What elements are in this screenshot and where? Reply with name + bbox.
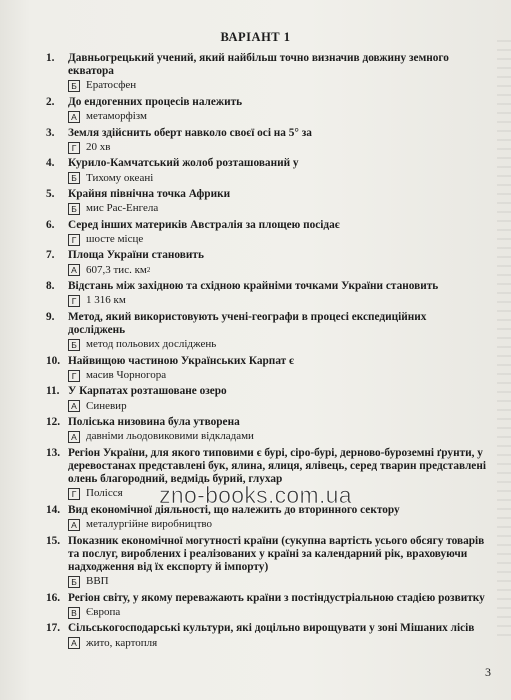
question-item [46,355,486,383]
answer-letter-box: Г [68,370,80,382]
question-text: Серед інших материків Австралія за площею посідає [68,218,340,231]
answer-row [68,141,486,155]
question-row [46,355,486,368]
question-number: 11. [46,385,60,398]
question-text: Земля здійснить оберт навколо своєї осі на 5° за [68,126,312,139]
question-number: 2. [46,95,55,108]
question-number: 4. [46,157,55,170]
answer-text: Полісся [86,487,123,500]
answer-letter-box: Г [68,488,80,500]
answer-text: масив Чорногора [86,368,167,381]
answer-letter-box: А [68,519,80,531]
question-text: Сільськогосподарські культури, які доцільно вирощувати у зоні Мішаних лісів [68,622,475,635]
question-row [46,447,486,487]
answer-letter-box: Б [68,172,80,184]
question-item [46,311,486,352]
question-item [46,416,486,444]
answer-row [68,400,486,414]
question-number: 5. [46,188,55,201]
question-item [46,96,486,124]
answer-row [68,79,486,93]
question-item [46,188,486,216]
question-row [46,249,486,262]
question-text: Відстань між західною та східною крайніми точками України становить [68,280,439,293]
answer-text: мис Рас-Енгела [86,202,159,215]
question-item [46,535,486,589]
answer-row [68,233,486,247]
question-number: 9. [46,310,55,323]
answer-letter-box: В [68,607,80,619]
answer-row [68,294,486,308]
question-row [46,385,486,398]
answer-text: 1 316 км [86,294,126,307]
page-edge-shadow [497,40,511,640]
answer-letter-box: Б [68,80,80,92]
question-item [46,52,486,93]
answer-text: Тихому океані [86,171,154,184]
question-row [46,622,486,635]
question-item [46,249,486,277]
question-text: Метод, який використовують учені-географи в процесі експедиційних досліджень [68,310,427,337]
question-number: 1. [46,52,55,64]
question-number: 14. [46,503,61,516]
question-number: 13. [46,446,61,459]
answer-row [68,264,486,278]
answer-text: жито, картопля [86,636,158,649]
question-row [46,535,486,575]
question-text: Поліська низовина була утворена [68,416,240,429]
answer-text: 607,3 тис. км [86,263,147,276]
question-text: Регіон України, для якого типовими є бурі, сіро-бурі, дерново-буроземні ґрунти, у деревостанах представлені бук, ялина, ялиця, ялівець, серед тварин представлені олень благородний, ведмідь бурий, глухар [68,446,486,486]
question-row [46,592,486,605]
question-text: Регіон світу, у якому переважають країни з постіндустріальною стадією розвитку [68,591,485,604]
answer-text: 20 хв [86,140,111,153]
question-text: Площа України становить [68,249,204,262]
question-text: Давньогрецький учений, який найбільш точно визначив довжину земного екватора [68,52,449,78]
answer-letter-box: А [68,111,80,123]
question-item [46,385,486,413]
question-row [46,280,486,293]
question-row [46,219,486,232]
question-number: 16. [46,591,61,604]
answer-row [68,202,486,216]
answer-text: метод польових досліджень [86,338,217,351]
answer-row [68,518,486,532]
question-item [46,127,486,155]
question-text: Крайня північна точка Африки [68,188,231,201]
answer-row [68,110,486,124]
answer-letter-box: А [68,264,80,276]
question-item [46,280,486,308]
answer-letter-box: А [68,637,80,649]
question-number: 15. [46,534,61,547]
question-number: 6. [46,218,55,231]
answer-row [68,575,486,589]
question-row [46,157,486,170]
answer-letter-box: Б [68,339,80,351]
answer-text: шосте місце [86,232,144,245]
question-text: Курило-Камчатський жолоб розташований у [68,157,299,170]
answer-letter-box: Г [68,295,80,307]
answer-text: ВВП [86,575,109,588]
answer-letter-box: Б [68,576,80,588]
answer-letter-box: Б [68,203,80,215]
answer-text: металургійне виробництво [86,518,212,531]
question-number: 3. [46,126,55,139]
page-title: ВАРІАНТ 1 [220,30,291,44]
question-row [46,416,486,429]
question-list [46,52,486,653]
answer-row [68,430,486,444]
question-number: 12. [46,416,61,429]
answer-superscript: 2 [146,265,151,274]
question-item [46,219,486,247]
question-number: 10. [46,354,61,367]
question-row [46,188,486,201]
question-row [46,96,486,109]
question-text: Найвищою частиною Українських Карпат є [68,354,294,367]
answer-letter-box: А [68,400,80,412]
question-item [46,157,486,185]
question-text: У Карпатах розташоване озеро [68,385,227,398]
page-number: 3 [485,665,491,679]
question-row [46,52,486,78]
question-number: 17. [46,622,61,635]
answer-row [68,637,486,651]
watermark: zno-books.com.ua [159,482,352,508]
question-row [46,127,486,140]
question-row [46,311,486,337]
answer-row [68,606,486,620]
answer-letter-box: Г [68,142,80,154]
question-item [46,592,486,620]
answer-row [68,172,486,186]
answer-row [68,369,486,383]
question-number: 8. [46,280,55,293]
answer-letter-box: А [68,431,80,443]
question-item [46,622,486,650]
answer-text: Європа [86,605,121,618]
answer-text: метаморфізм [86,110,147,123]
answer-text: давніми льодовиковими відкладами [86,430,254,443]
answer-text: Синевир [86,399,127,412]
answer-text: Ератосфен [86,79,137,92]
question-text: До ендогенних процесів належить [68,95,243,108]
question-number: 7. [46,249,55,262]
question-text: Показник економічної могутності країни (сукупна вартість усього обсягу товарів та послуг, вироблених і реалізованих у країні за календарний рік, враховуючи надходження від їх експорту й імпорту) [68,534,485,574]
answer-row [68,338,486,352]
question-text: Вид економічної діяльності, що належить до вторинного сектору [68,503,400,516]
answer-letter-box: Г [68,234,80,246]
